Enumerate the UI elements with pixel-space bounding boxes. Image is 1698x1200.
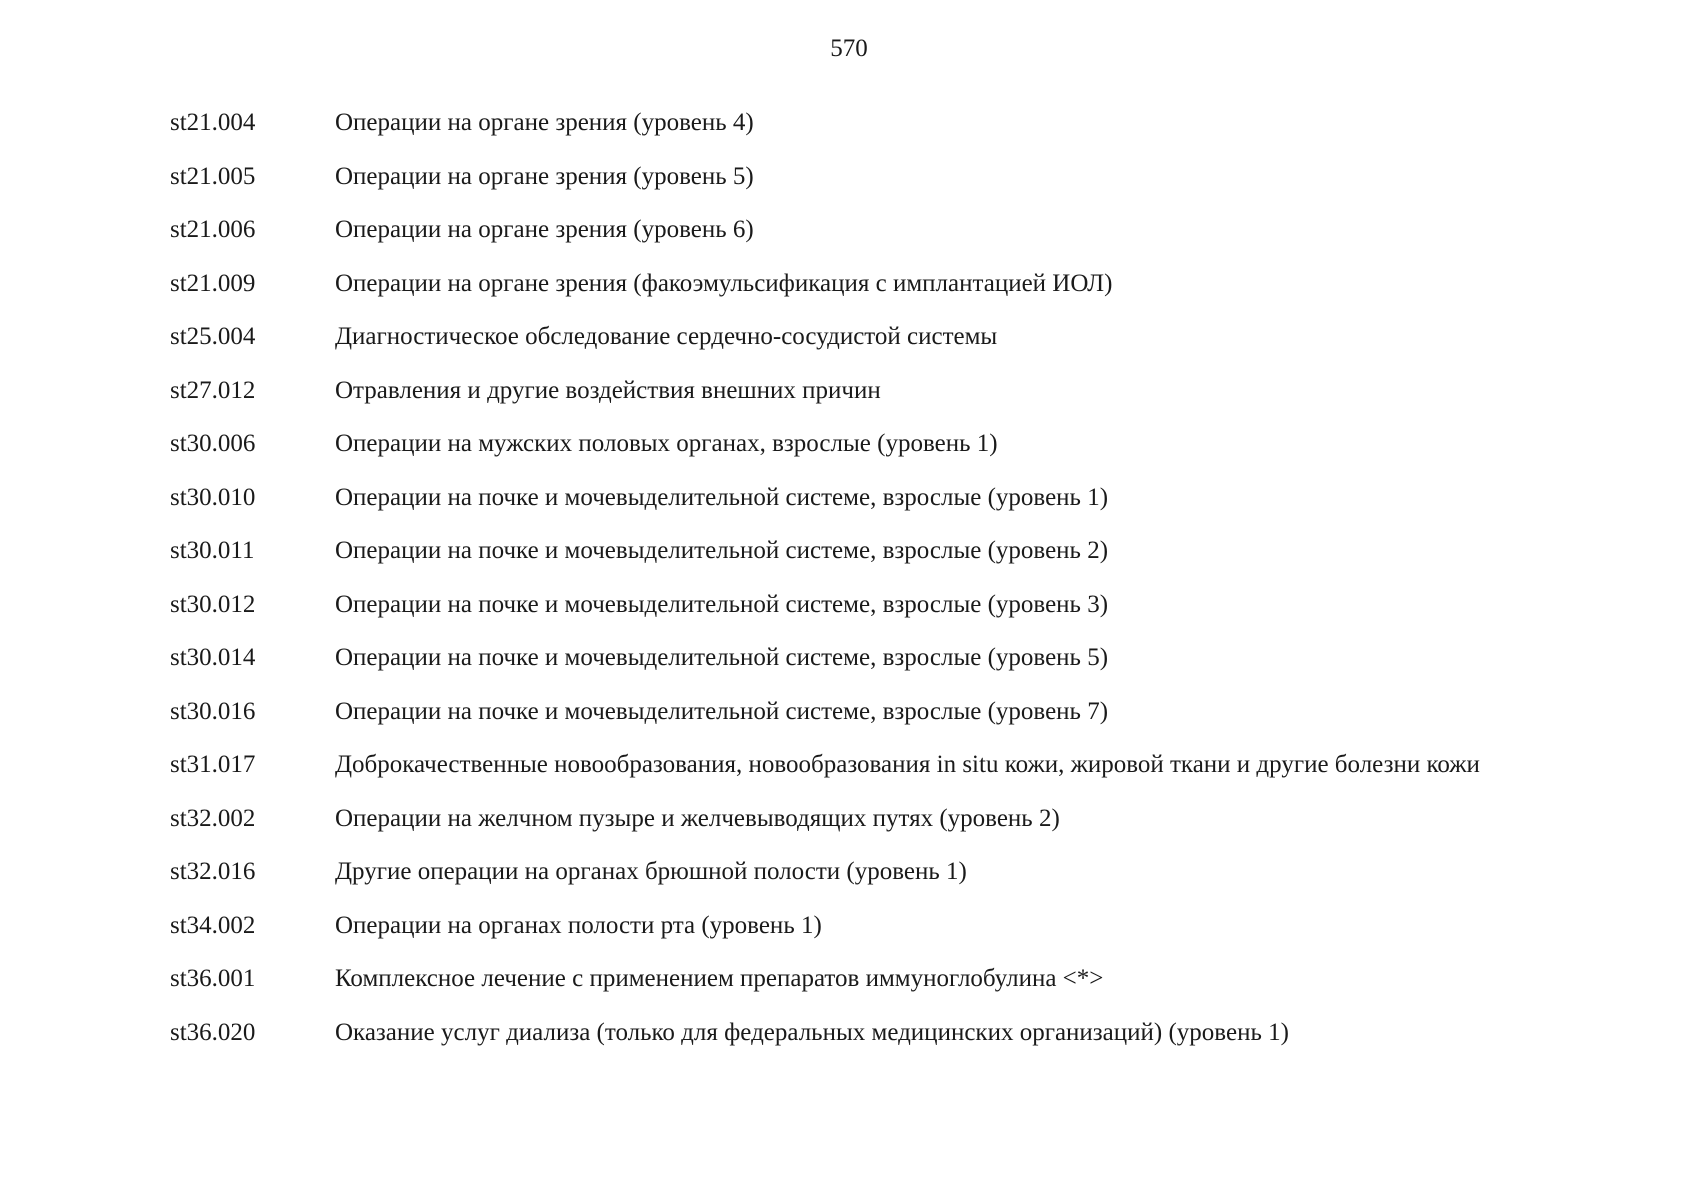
item-code: st30.011 — [170, 537, 255, 564]
item-code: st21.005 — [170, 162, 256, 190]
item-code: st21.004 — [170, 109, 256, 136]
item-code: st30.006 — [170, 430, 256, 457]
item-description: Комплексное лечение с применением препаратов иммуноглобулина <*> — [335, 965, 1104, 992]
item-description: Операции на органе зрения (уровень 6) — [335, 216, 754, 243]
list-item — [170, 214, 1590, 246]
list-item — [170, 642, 1590, 674]
item-description: Операции на органах полости рта (уровень 1) — [335, 911, 822, 939]
item-description: Доброкачественные новообразования, новообразования in situ кожи, жировой ткани и другие болезни кожи — [335, 751, 1480, 778]
item-description: Операции на желчном пузыре и желчевыводящих путях (уровень 2) — [335, 804, 1060, 832]
list-item — [170, 482, 1590, 514]
item-code: st32.002 — [170, 804, 256, 832]
list-item — [170, 268, 1590, 300]
item-code: st27.012 — [170, 376, 256, 404]
item-description: Оказание услуг диализа (только для федеральных медицинских организаций) (уровень 1) — [335, 1018, 1289, 1046]
list-item — [170, 803, 1590, 835]
item-description: Операции на почке и мочевыделительной системе, взрослые (уровень 1) — [335, 483, 1109, 511]
list-item — [170, 910, 1590, 942]
list-item — [170, 321, 1590, 353]
list-item — [170, 856, 1590, 888]
list-item — [170, 428, 1590, 460]
list-item — [170, 749, 1590, 781]
list-item — [170, 375, 1590, 407]
list-item — [170, 589, 1590, 621]
item-description: Другие операции на органах брюшной полости (уровень 1) — [335, 858, 967, 885]
item-description: Операции на почке и мочевыделительной системе, взрослые (уровень 2) — [335, 537, 1109, 564]
item-description: Диагностическое обследование сердечно-сосудистой системы — [335, 323, 998, 350]
item-code: st36.020 — [170, 1018, 256, 1046]
list-item — [170, 161, 1590, 193]
list-item — [170, 1017, 1590, 1049]
page-number: 570 — [830, 35, 868, 62]
item-code: st25.004 — [170, 323, 256, 350]
item-code: st32.016 — [170, 858, 256, 885]
list-item — [170, 107, 1590, 139]
item-code: st21.009 — [170, 269, 256, 297]
item-code: st21.006 — [170, 216, 256, 243]
list-item — [170, 963, 1590, 995]
item-code: st36.001 — [170, 965, 256, 992]
item-code: st34.002 — [170, 911, 256, 939]
item-description: Операции на органе зрения (факоэмульсификация с имплантацией ИОЛ) — [335, 269, 1113, 297]
item-description: Операции на органе зрения (уровень 5) — [335, 162, 754, 190]
item-code: st30.014 — [170, 644, 256, 671]
item-code: st31.017 — [170, 751, 256, 778]
list-item — [170, 535, 1590, 567]
item-code: st30.010 — [170, 483, 256, 511]
item-description: Операции на почке и мочевыделительной системе, взрослые (уровень 3) — [335, 590, 1109, 618]
item-code: st30.012 — [170, 590, 256, 618]
item-description: Отравления и другие воздействия внешних причин — [335, 376, 881, 404]
item-description: Операции на почке и мочевыделительной системе, взрослые (уровень 5) — [335, 644, 1109, 671]
item-description: Операции на почке и мочевыделительной системе, взрослые (уровень 7) — [335, 697, 1109, 725]
list-item — [170, 696, 1590, 728]
item-description: Операции на мужских половых органах, взрослые (уровень 1) — [335, 430, 998, 457]
code-list — [170, 107, 1590, 1070]
item-code: st30.016 — [170, 697, 256, 725]
item-description: Операции на органе зрения (уровень 4) — [335, 109, 754, 136]
